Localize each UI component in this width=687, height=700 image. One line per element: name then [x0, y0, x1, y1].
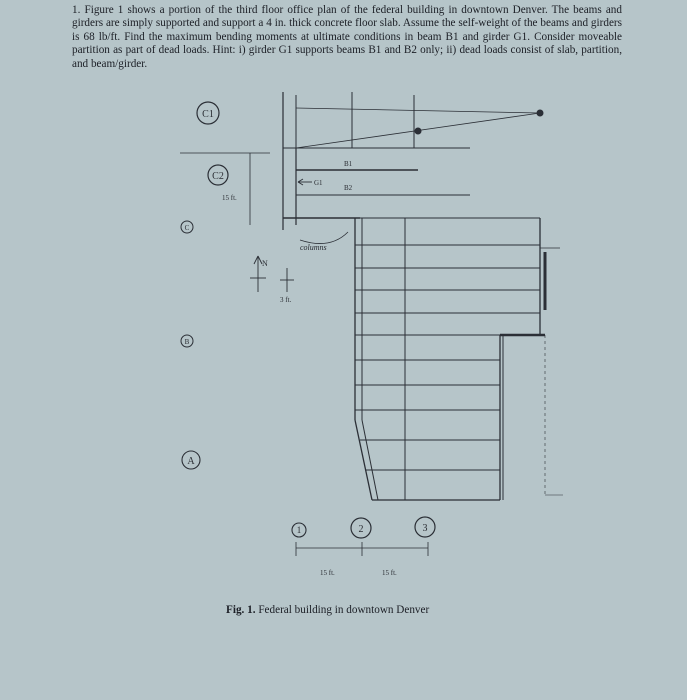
- dim-offset: 3 ft.: [280, 296, 292, 304]
- label-b2: B2: [344, 184, 353, 192]
- grid-label-a: A: [187, 456, 195, 467]
- grid-label-c: C: [184, 224, 190, 232]
- grid-label-b: B: [184, 338, 190, 346]
- grid-label-3: 3: [422, 523, 428, 534]
- caption-prefix: Fig. 1.: [226, 604, 256, 616]
- grid-label-2: 2: [358, 524, 364, 535]
- dim-col-spacing-1: 15 ft.: [320, 569, 335, 577]
- label-b1: B1: [344, 160, 353, 168]
- plan-line: [355, 420, 372, 500]
- grid-label-c2: C2: [212, 171, 224, 182]
- grid-label-1: 1: [296, 525, 302, 535]
- label-g1: G1: [314, 179, 323, 187]
- columns-arrow: [300, 232, 348, 244]
- label-north: N: [262, 259, 268, 268]
- problem-text: 1. Figure 1 shows a portion of the third floor office plan of the federal building in downtown Denver. The beams and girders are simply supported and support a 4 in. thick concrete floor slab. Assume the self-weight of the beams and girders is 68 lb/ft. Find the maximum bending moments at ultimate conditions in beam B1 and girder G1. Consider moveable partition as part of dead loads. Hint: i) girder G1 supports beams B1 and B2 only; ii) dead loads consist of slab, partition, and beam/girder.: [72, 4, 622, 70]
- dim-row-spacing: 15 ft.: [222, 194, 237, 202]
- grid-label-c1: C1: [202, 109, 214, 120]
- column-dot: [537, 110, 543, 116]
- label-columns: columns: [300, 243, 327, 252]
- caption-text: Federal building in downtown Denver: [258, 604, 430, 616]
- figure-caption: [226, 604, 429, 616]
- plan-line: [296, 108, 540, 113]
- dim-col-spacing-2: 15 ft.: [382, 569, 397, 577]
- column-dot: [415, 128, 421, 134]
